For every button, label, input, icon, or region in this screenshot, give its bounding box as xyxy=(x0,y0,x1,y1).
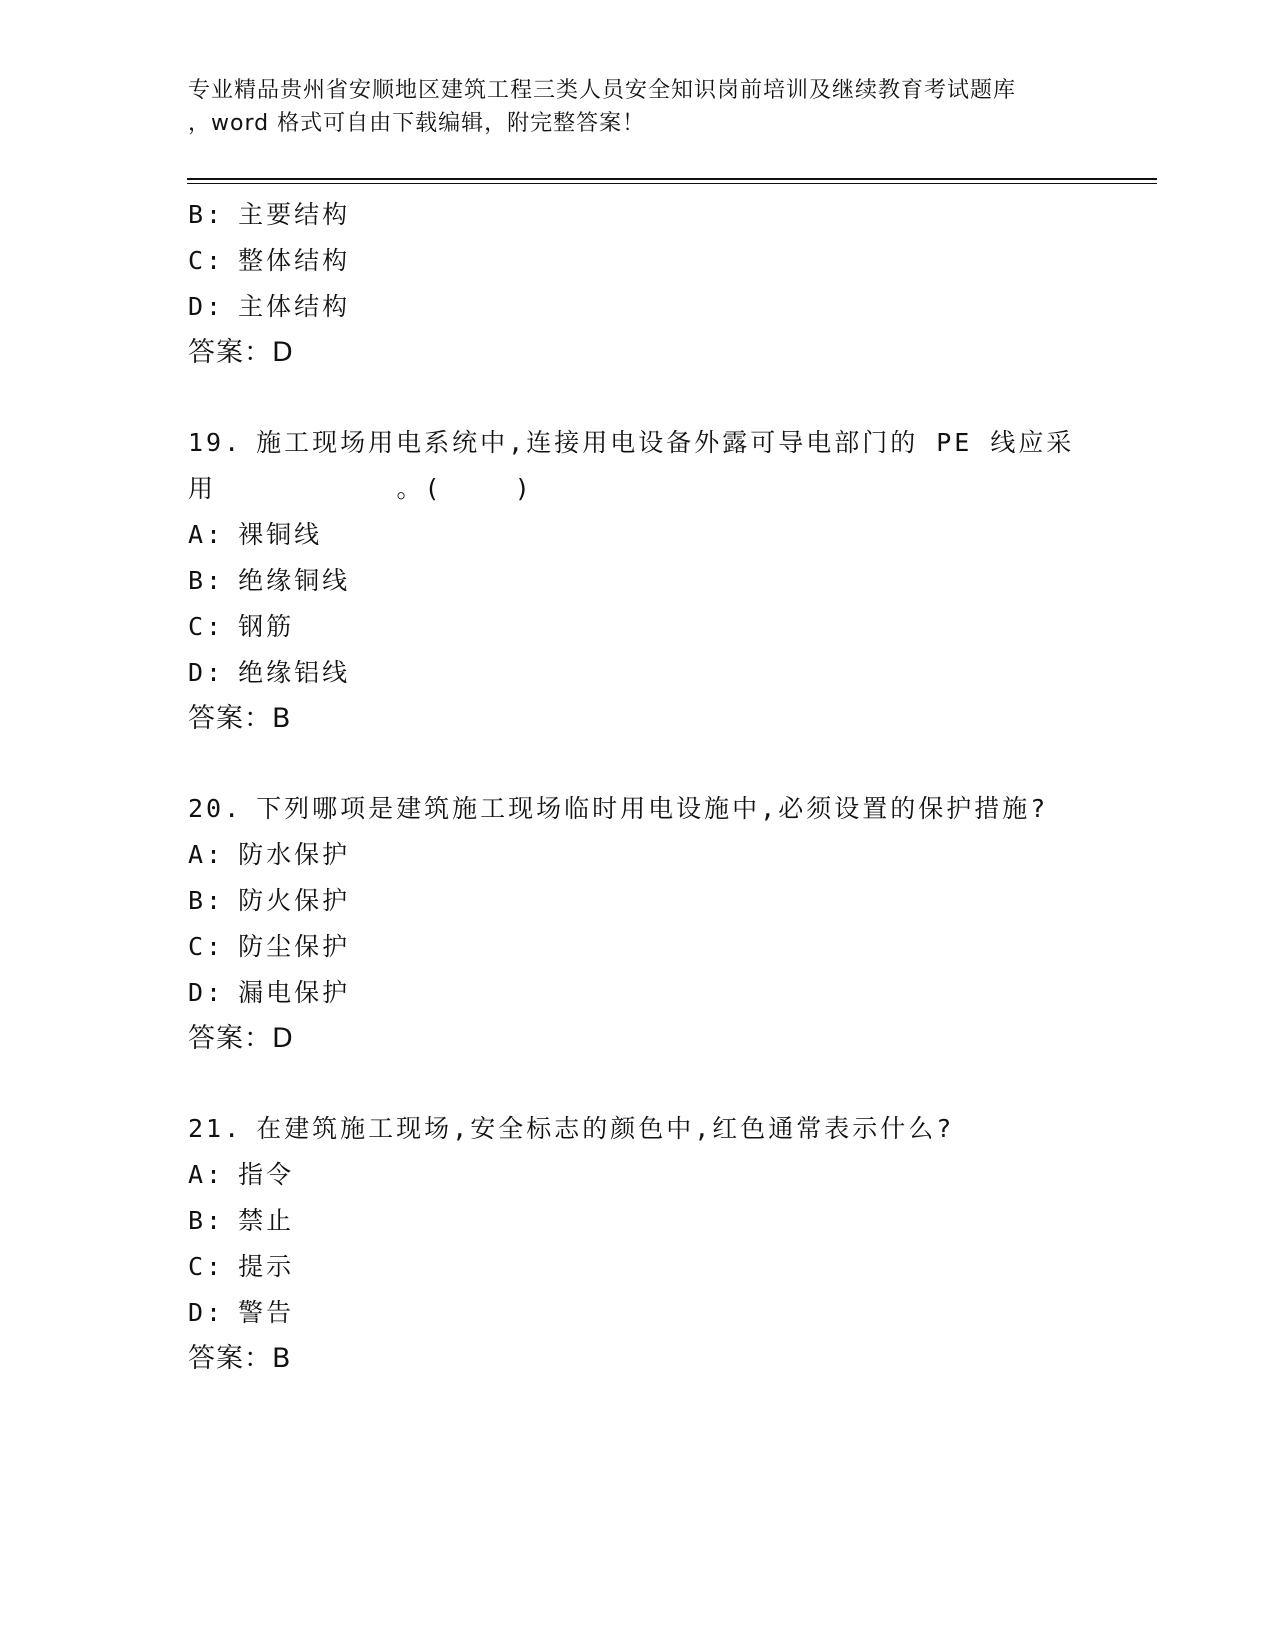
option-b xyxy=(188,558,1108,604)
option-letter: A: xyxy=(188,1160,225,1189)
option-b xyxy=(188,192,1108,238)
option-letter: C: xyxy=(188,932,225,961)
option-b xyxy=(188,878,1108,924)
spacer xyxy=(188,1062,1108,1106)
option-text: 主要结构 xyxy=(238,200,351,229)
option-letter: B: xyxy=(188,566,225,595)
option-letter: B: xyxy=(188,200,225,229)
question-text: 下列哪项是建筑施工现场临时用电设施中,必须设置的保护措施? xyxy=(256,794,1049,823)
question-stem-line-2: 用 。( ) xyxy=(188,474,533,503)
question-number: 19. xyxy=(188,428,243,457)
option-b xyxy=(188,1198,1108,1244)
option-text: 裸铜线 xyxy=(238,520,323,549)
option-d xyxy=(188,1290,1108,1336)
option-text: 指令 xyxy=(238,1160,295,1189)
answer-line: 答案：D xyxy=(188,1023,294,1054)
option-a xyxy=(188,832,1108,878)
option-letter: B: xyxy=(188,886,225,915)
answer-line: 答案：B xyxy=(188,1343,292,1374)
option-letter: D: xyxy=(188,658,225,687)
option-text: 防尘保护 xyxy=(238,932,351,961)
question-19 xyxy=(188,420,1108,742)
option-text: 主体结构 xyxy=(238,292,351,321)
option-d xyxy=(188,650,1108,696)
option-text: 禁止 xyxy=(238,1206,295,1235)
question-stem-line-1 xyxy=(188,420,1108,466)
option-text: 整体结构 xyxy=(238,246,351,275)
question-number: 21. xyxy=(188,1114,243,1143)
option-letter: D: xyxy=(188,978,225,1007)
header-title-line-2: ，word 格式可自由下载编辑，附完整答案！ xyxy=(188,111,646,136)
option-letter: C: xyxy=(188,246,225,275)
option-c xyxy=(188,924,1108,970)
question-18-continuation xyxy=(188,192,1108,376)
option-text: 钢筋 xyxy=(238,612,295,641)
option-c xyxy=(188,1244,1108,1290)
question-20 xyxy=(188,786,1108,1062)
option-letter: A: xyxy=(188,840,225,869)
answer-line: 答案：B xyxy=(188,703,292,734)
question-text: 施工现场用电系统中,连接用电设备外露可导电部门的 PE 线应采 xyxy=(256,428,1075,457)
question-21 xyxy=(188,1106,1108,1382)
spacer xyxy=(188,742,1108,786)
option-c xyxy=(188,604,1108,650)
question-stem-line-1 xyxy=(188,1106,1108,1152)
header-title-line-1: 专业精品贵州省安顺地区建筑工程三类人员安全知识岗前培训及继续教育考试题库 xyxy=(188,78,1017,103)
option-letter: D: xyxy=(188,292,225,321)
question-list xyxy=(188,192,1108,1382)
option-letter: C: xyxy=(188,612,225,641)
header-divider-thin xyxy=(187,183,1157,184)
option-d xyxy=(188,284,1108,330)
option-text: 绝缘铝线 xyxy=(238,658,351,687)
option-a xyxy=(188,512,1108,558)
option-letter: A: xyxy=(188,520,225,549)
option-letter: C: xyxy=(188,1252,225,1281)
option-text: 绝缘铜线 xyxy=(238,566,351,595)
option-text: 漏电保护 xyxy=(238,978,351,1007)
option-d xyxy=(188,970,1108,1016)
header-divider-thick xyxy=(187,178,1157,180)
option-letter: B: xyxy=(188,1206,225,1235)
answer-line: 答案：D xyxy=(188,337,294,368)
option-a xyxy=(188,1152,1108,1198)
document-header xyxy=(188,74,1108,140)
option-text: 提示 xyxy=(238,1252,295,1281)
option-text: 警告 xyxy=(238,1298,295,1327)
spacer xyxy=(188,376,1108,420)
question-text: 在建筑施工现场,安全标志的颜色中,红色通常表示什么? xyxy=(256,1114,955,1143)
question-number: 20. xyxy=(188,794,243,823)
option-text: 防火保护 xyxy=(238,886,351,915)
option-text: 防水保护 xyxy=(238,840,351,869)
question-stem-line-1 xyxy=(188,786,1108,832)
option-letter: D: xyxy=(188,1298,225,1327)
option-c xyxy=(188,238,1108,284)
